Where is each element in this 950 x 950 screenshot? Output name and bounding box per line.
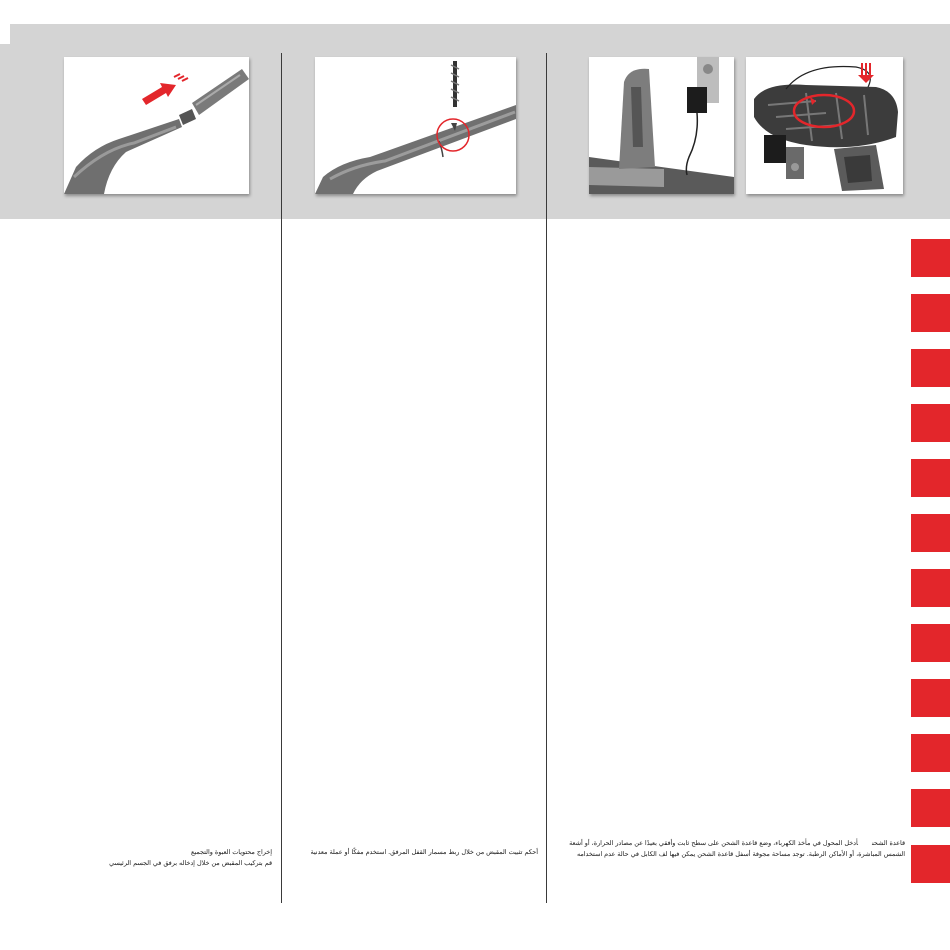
side-tab-10 — [911, 734, 950, 772]
caption-charging-text: أدخل المحول في مأخذ الكهرباء، وضع قاعدة الشحن على سطح ثابت وأفقي بعيدًا عن مصادر الحرارة، أو أشعة الشمس المباشرة، أو الأماكن الرطبة. توجد مساحة مجوفة أسفل قاعدة الشحن يمكن فيها لف الكابل في حالة عدم استخدامه — [569, 839, 905, 858]
caption-unpack — [40, 847, 272, 869]
caption-charging — [555, 838, 905, 860]
side-tab-11 — [911, 789, 950, 827]
side-tab-9 — [911, 679, 950, 717]
caption-secure — [290, 847, 538, 858]
band-notch — [0, 24, 10, 44]
side-tab-4 — [911, 404, 950, 442]
side-tab-1 — [911, 239, 950, 277]
side-tab-8 — [911, 624, 950, 662]
side-tab-3 — [911, 349, 950, 387]
side-tab-2 — [911, 294, 950, 332]
side-tab-6 — [911, 514, 950, 552]
charging-base-outlet-illustration — [589, 57, 734, 194]
column-divider-2 — [546, 53, 547, 903]
column-divider-1 — [281, 53, 282, 903]
side-tab-5 — [911, 459, 950, 497]
caption-charging-title: قاعدة الشحن — [871, 839, 905, 847]
caption-unpack-text: قم بتركيب المقبض من خلال إدخاله برفق في الجسم الرئيسي — [109, 859, 272, 867]
side-tab-12 — [911, 845, 950, 883]
side-tab-7 — [911, 569, 950, 607]
locking-screw-illustration — [315, 57, 516, 194]
charging-base-cable-storage-illustration — [746, 57, 903, 194]
caption-secure-text: أحكم تثبيت المقبض من خلال ربط مسمار القفل المرفق. استخدم مفكًا أو عملة معدنية — [310, 848, 538, 856]
caption-unpack-title: إخراج محتويات العبوة والتجميع — [190, 848, 272, 856]
handle-insertion-illustration — [64, 57, 249, 194]
